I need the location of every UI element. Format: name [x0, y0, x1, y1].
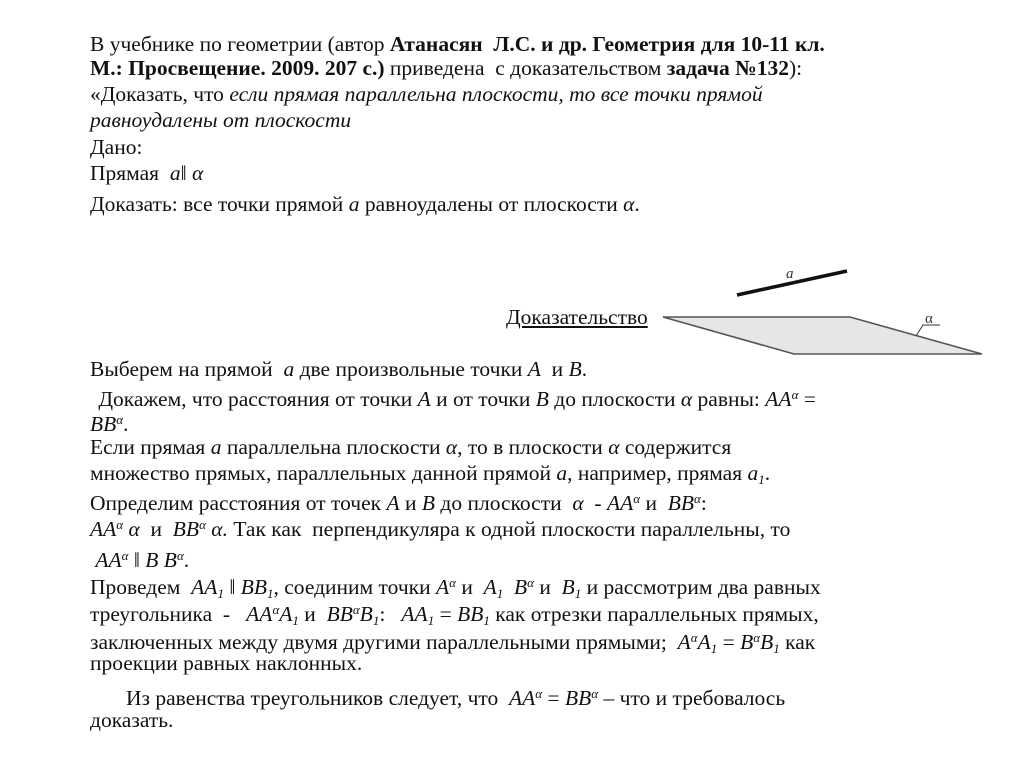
- text-segment: ‖: [128, 548, 146, 572]
- text-segment: =: [717, 630, 741, 654]
- text-segment: Определим расстояния от точек: [90, 491, 387, 515]
- text-segment: равноудалены от плоскости: [90, 108, 352, 132]
- text-segment: AA: [246, 602, 273, 626]
- text-segment: α: [680, 387, 693, 411]
- text-segment: B: [359, 602, 373, 626]
- text-line: [90, 32, 825, 56]
- text-segment: приведена с доказательством: [384, 56, 667, 80]
- text-segment: .: [764, 461, 771, 485]
- text-segment: AA: [401, 602, 428, 626]
- text-line: [90, 708, 173, 732]
- text-segment: A: [483, 575, 497, 599]
- text-segment: .: [634, 192, 640, 216]
- text-segment: a: [283, 357, 295, 381]
- text-segment: множество прямых, параллельных данной прямой: [90, 461, 557, 485]
- text-line: [90, 357, 587, 381]
- text-segment: AA: [765, 387, 792, 411]
- superscript: α: [449, 575, 456, 590]
- text-segment: a: [169, 161, 181, 185]
- text-segment: заключенных между двумя другими параллельными прямыми;: [90, 630, 678, 654]
- text-line: [90, 135, 142, 159]
- superscript: α: [690, 630, 698, 645]
- text-segment: Доказать: все точки прямой: [90, 192, 349, 216]
- text-segment: α: [186, 161, 204, 185]
- text-segment: =: [542, 686, 566, 710]
- subscript: 1: [483, 613, 490, 628]
- text-segment: :: [700, 491, 707, 515]
- text-segment: Атанасян Л.С. и др. Геометрия для 10-11 кл.: [389, 32, 825, 56]
- text-line: [90, 82, 763, 106]
- text-segment: .: [581, 357, 588, 381]
- text-segment: B: [760, 630, 774, 654]
- text-segment: равны:: [692, 387, 766, 411]
- superscript: α: [633, 491, 641, 506]
- text-line: [90, 408, 128, 436]
- text-segment: B B: [145, 548, 177, 572]
- text-segment: равноудалены от плоскости: [359, 192, 624, 216]
- superscript: α: [199, 517, 206, 532]
- text-segment: Если прямая: [90, 435, 211, 459]
- text-segment: и рассмотрим два равных: [581, 575, 821, 599]
- text-segment: A: [386, 491, 400, 515]
- line-a-label: a: [786, 266, 794, 282]
- text-segment: α: [572, 491, 584, 515]
- subscript: 1: [574, 586, 582, 601]
- text-segment: a: [348, 192, 360, 216]
- text-segment: Из равенства треугольников следует, что: [126, 686, 510, 710]
- superscript: α: [116, 412, 124, 427]
- text-segment: как: [779, 630, 816, 654]
- text-segment: AA: [95, 548, 122, 572]
- subscript: 1: [292, 613, 299, 628]
- text-line: [90, 513, 790, 541]
- text-segment: α: [623, 192, 635, 216]
- text-line: [90, 435, 731, 459]
- text-segment: ):: [789, 56, 803, 80]
- text-segment: BB: [240, 575, 268, 599]
- subscript: 1: [496, 586, 504, 601]
- subscript: 1: [710, 641, 718, 656]
- text-segment: AA: [191, 575, 218, 599]
- superscript: α: [791, 387, 799, 402]
- text-segment: A: [417, 387, 431, 411]
- superscript: α: [176, 548, 184, 563]
- text-line: [90, 651, 362, 675]
- superscript: α: [527, 575, 534, 590]
- text-segment: a: [210, 435, 222, 459]
- plane-alpha: [663, 317, 982, 354]
- text-segment: , соединим точки: [273, 575, 436, 599]
- text-segment: B: [513, 575, 528, 599]
- text-segment: доказать.: [90, 708, 174, 732]
- text-segment: «Доказать, что: [90, 82, 230, 106]
- text-segment: α.: [205, 517, 228, 541]
- subscript: 1: [217, 586, 224, 601]
- text-segment: ‖: [223, 575, 241, 599]
- text-segment: BB: [565, 686, 592, 710]
- text-segment: задача №132: [666, 56, 789, 80]
- text-segment: до плоскости: [548, 387, 681, 411]
- text-segment: BB: [90, 412, 117, 436]
- text-segment: BB: [172, 517, 200, 541]
- text-segment: B: [568, 357, 582, 381]
- superscript: α: [591, 686, 599, 701]
- superscript: α: [693, 491, 701, 506]
- subscript: 1: [427, 613, 435, 628]
- text-line: [90, 108, 351, 132]
- text-segment: B: [740, 630, 754, 654]
- text-segment: AA: [509, 686, 536, 710]
- superscript: α: [121, 548, 129, 563]
- subscript: 1: [372, 613, 380, 628]
- text-segment: a: [747, 461, 759, 485]
- text-segment: Проведем: [90, 575, 192, 599]
- text-segment: BB: [667, 491, 694, 515]
- text-segment: A: [527, 357, 541, 381]
- text-segment: .: [183, 548, 190, 572]
- text-segment: B: [421, 491, 436, 515]
- subscript: 1: [267, 586, 274, 601]
- text-segment: и от точки: [430, 387, 536, 411]
- text-segment: и: [298, 602, 327, 626]
- text-line: [90, 487, 707, 515]
- text-segment: a: [556, 461, 568, 485]
- plane-alpha-label: α: [925, 311, 933, 327]
- text-segment: и: [540, 357, 569, 381]
- text-segment: Докажем, что расстояния от точки: [93, 387, 418, 411]
- text-line: [90, 192, 640, 216]
- text-line: [90, 544, 189, 572]
- text-segment: Так как перпендикуляра к одной плоскости параллельны, то: [227, 517, 791, 541]
- text-line: [93, 383, 816, 411]
- text-segment: [503, 575, 514, 599]
- superscript: α: [116, 517, 124, 532]
- text-line: [90, 161, 203, 185]
- text-segment: A: [677, 630, 691, 654]
- superscript: α: [352, 602, 360, 617]
- text-segment: как отрезки параллельных прямых,: [489, 602, 819, 626]
- text-segment: проекции равных наклонных.: [90, 651, 363, 675]
- text-segment: если прямая параллельна плоскости, то все точки прямой: [229, 82, 763, 106]
- text-segment: A: [279, 602, 293, 626]
- text-segment: A: [435, 575, 450, 599]
- text-segment: , например, прямая: [567, 461, 748, 485]
- text-segment: ‖: [180, 161, 187, 185]
- subscript: 1: [758, 472, 765, 487]
- superscript: α: [272, 602, 280, 617]
- text-segment: B: [535, 387, 549, 411]
- text-segment: и: [399, 491, 422, 515]
- text-segment: Дано:: [90, 135, 143, 159]
- text-segment: =: [798, 387, 816, 411]
- text-segment: – что и требовалось: [598, 686, 786, 710]
- text-segment: Выберем на прямой: [90, 357, 284, 381]
- text-segment: В учебнике по геометрии (автор: [90, 32, 390, 56]
- text-segment: две произвольные точки: [294, 357, 528, 381]
- text-segment: до плоскости: [435, 491, 573, 515]
- text-segment: -: [583, 491, 607, 515]
- text-line: [126, 682, 785, 710]
- text-segment: α: [445, 435, 458, 459]
- text-segment: α: [123, 517, 140, 541]
- text-segment: .: [123, 412, 129, 436]
- text-segment: =: [434, 602, 458, 626]
- text-segment: BB: [457, 602, 484, 626]
- text-segment: треугольника -: [90, 602, 247, 626]
- text-segment: и: [640, 491, 668, 515]
- text-segment: B: [561, 575, 575, 599]
- text-segment: α: [608, 435, 620, 459]
- superscript: α: [535, 686, 543, 701]
- text-segment: параллельна плоскости: [221, 435, 446, 459]
- text-segment: AA: [90, 517, 117, 541]
- text-segment: и: [139, 517, 173, 541]
- text-segment: содержится: [619, 435, 732, 459]
- proof-heading: Доказательство: [506, 305, 648, 329]
- text-segment: Прямая: [90, 161, 170, 185]
- text-segment: и: [455, 575, 484, 599]
- text-segment: и: [533, 575, 562, 599]
- text-segment: AA: [606, 491, 634, 515]
- text-segment: , то в плоскости: [457, 435, 609, 459]
- text-segment: A: [697, 630, 711, 654]
- text-line: [90, 56, 802, 80]
- text-segment: :: [379, 602, 402, 626]
- text-segment: М.: Просвещение. 2009. 207 с.): [90, 56, 385, 80]
- text-segment: BB: [326, 602, 353, 626]
- subscript: 1: [773, 641, 780, 656]
- superscript: α: [753, 630, 761, 645]
